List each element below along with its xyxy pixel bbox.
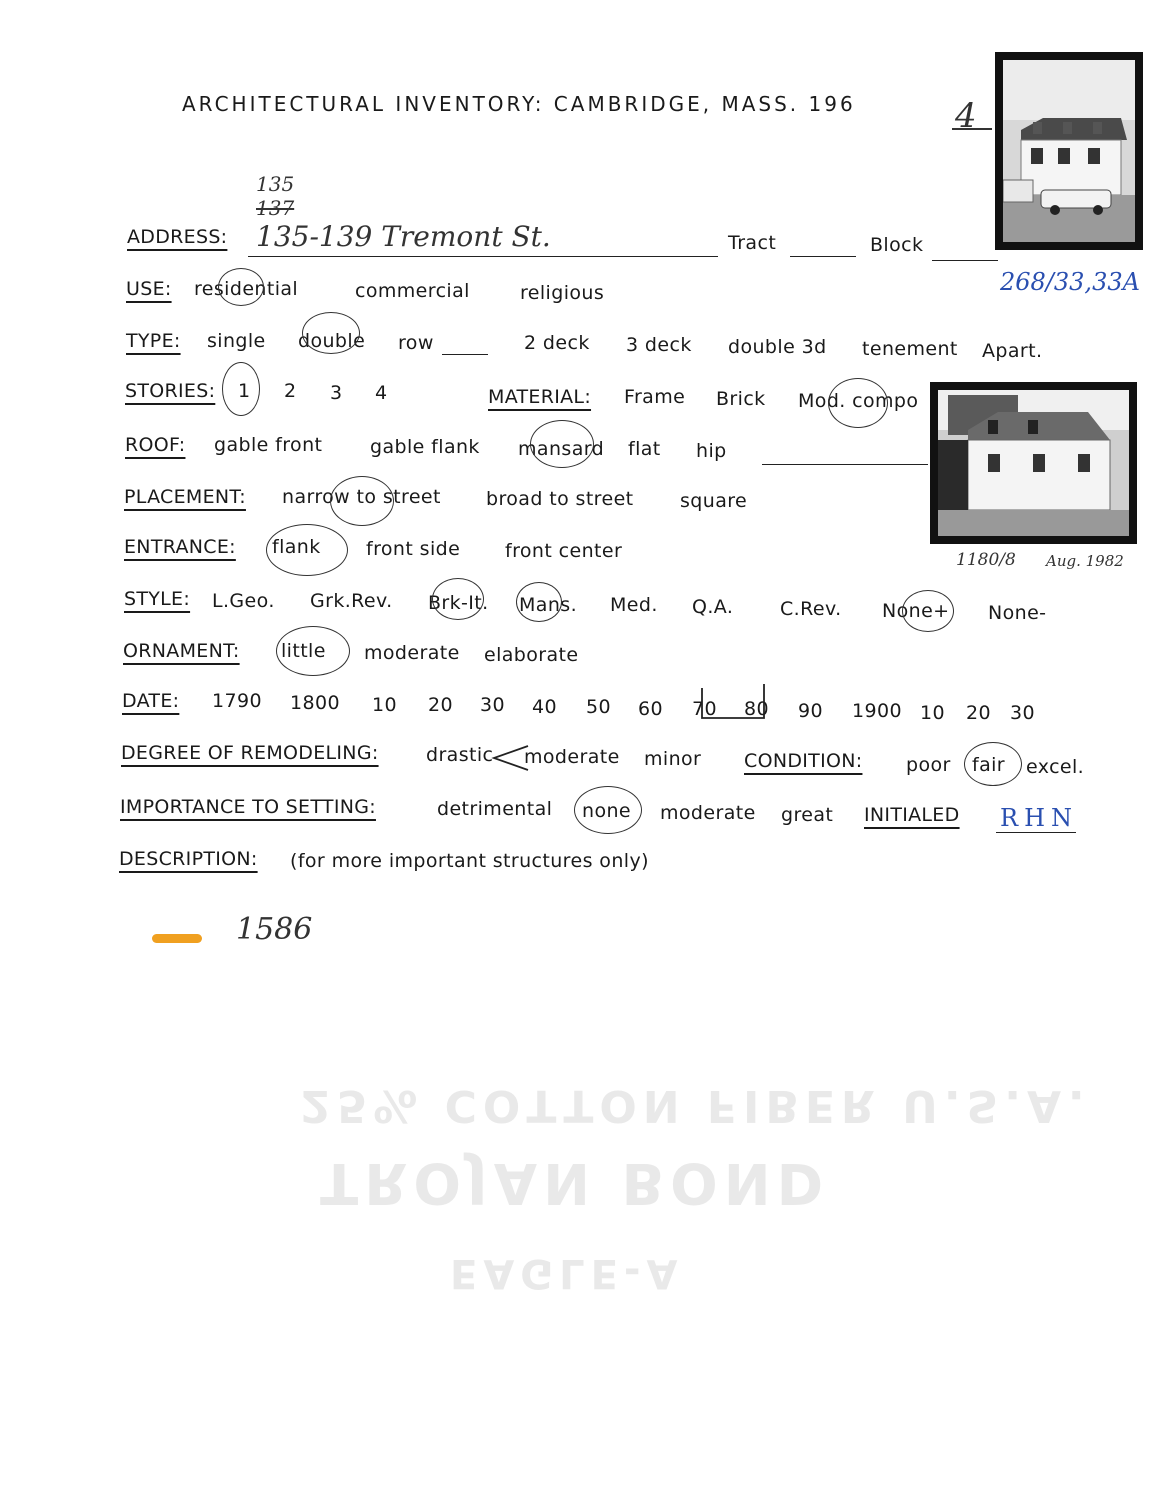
condition-poor: poor [906,754,951,776]
use-religious: religious [520,282,605,304]
importance-label: IMPORTANCE TO SETTING: [120,796,376,818]
date-40: 40 [532,696,557,718]
roof-label: ROOF: [125,434,186,456]
date-30: 30 [480,694,505,716]
stories-2: 2 [284,380,297,402]
placement-narrow: narrow to street [282,486,441,508]
type-row: row [398,332,434,354]
compo-circle-mark [828,378,888,428]
remodeling-drastic: drastic [426,744,494,766]
title-year-suffix: 4 [955,96,977,136]
type-double-3d: double 3d [728,336,827,358]
stories-4: 4 [375,382,388,404]
importance-detrimental: detrimental [437,798,553,820]
style-none-plus: None+ [882,600,950,622]
use-residential: residential [194,278,299,300]
style-grkrev: Grk.Rev. [310,590,393,612]
roof-mansard: mansard [518,438,605,460]
flank-circle-mark [266,524,348,576]
address-value: 135-139 Tremont St. [256,220,551,253]
handwritten-number: 1586 [236,912,313,947]
material-mod-compo: Mod. compo [798,390,919,412]
roof-gable-front: gable front [214,434,323,456]
house-photo-front [995,52,1143,250]
initials-value: RHN [1000,804,1078,832]
material-frame: Frame [624,386,686,408]
photo-number: 1180/8 [956,550,1016,570]
paper-watermark-brand: TROJAN BOND [320,1150,830,1215]
tract-label: Tract [728,232,777,254]
mans-circle-mark [516,582,562,622]
block-label: Block [870,234,924,256]
date-20: 20 [428,694,453,716]
arrow-mark [484,740,534,776]
entrance-front-side: front side [366,538,461,560]
none-plus-circle-mark [902,590,954,632]
form-title [182,92,856,116]
style-med: Med. [610,594,658,616]
remodeling-minor: minor [644,748,702,770]
year-strike-mark [952,128,992,130]
double-circle-mark [302,312,360,354]
type-label: TYPE: [126,330,181,352]
roof-gable-flank: gable flank [370,436,480,458]
house-side-image [938,390,1129,536]
placement-broad: broad to street [486,488,634,510]
stories-1: 1 [238,380,251,402]
house-front-image [1003,60,1135,242]
paper-watermark-mark: EAGLE-A [450,1250,684,1296]
type-double: double [298,330,366,352]
placement-square: square [680,490,748,512]
entrance-flank: flank [272,536,321,558]
ornament-label: ORNAMENT: [123,640,240,662]
condition-label: CONDITION: [744,750,863,772]
paper-watermark: 25% COTTON FIBER U.S.A. [300,1080,1091,1131]
initials-line [996,832,1076,833]
description-note: (for more important structures only) [290,850,649,872]
date-1900: 1900 [852,700,902,722]
placement-label: PLACEMENT: [124,486,246,508]
fair-circle-mark [964,742,1022,786]
date-1790: 1790 [212,690,262,712]
narrow-circle-mark [330,476,394,526]
date-10: 10 [372,694,397,716]
ornament-little: little [281,640,326,662]
date-range-bracket-mark [688,680,772,730]
house-photo-side [930,382,1137,544]
photo-date: Aug. 1982 [1046,552,1124,570]
initialed-label: INITIALED [864,804,960,826]
type-2-deck: 2 deck [524,332,590,354]
date-label: DATE: [122,690,180,712]
title-text: ARCHITECTURAL INVENTORY: CAMBRIDGE, MASS. 196 [182,92,856,116]
description-label: DESCRIPTION: [119,848,258,870]
type-3-deck: 3 deck [626,334,692,356]
importance-moderate: moderate [660,802,756,824]
none-circle-mark [574,786,642,834]
address-label: ADDRESS: [127,226,228,248]
importance-great: great [781,804,834,826]
stories-label: STORIES: [125,380,216,402]
date-50: 50 [586,696,611,718]
block-blank [932,260,998,261]
entrance-front-center: front center [505,540,623,562]
date-1920: 20 [966,702,991,724]
material-label: MATERIAL: [488,386,592,408]
address-annotation-137: 137 [256,196,295,220]
stories-1-circle-mark [222,362,260,416]
date-1800: 1800 [290,692,340,714]
orange-highlight-mark [152,934,202,943]
residential-circle-mark [218,268,264,306]
row-blank [442,354,488,355]
type-apart: Apart. [982,340,1043,362]
map-reference: 268/33,33A [1000,268,1140,296]
date-1910: 10 [920,702,945,724]
roof-other-blank [762,464,928,465]
ornament-elaborate: elaborate [484,644,579,666]
use-label: USE: [126,278,172,300]
style-label: STYLE: [124,588,191,610]
little-circle-mark [276,626,350,676]
use-commercial: commercial [355,280,470,302]
remodeling-label: DEGREE OF REMODELING: [121,742,379,764]
ornament-moderate: moderate [364,642,460,664]
remodeling-moderate: moderate [524,746,620,768]
stories-3: 3 [330,382,343,404]
type-single: single [207,330,266,352]
mansard-circle-mark [530,420,594,468]
style-mans: Mans. [519,594,578,616]
date-70: 70 [692,698,717,720]
style-brkit: Brk-It. [428,592,489,614]
address-annotation-135: 135 [256,172,295,196]
address-line [248,256,718,257]
roof-flat: flat [628,438,661,460]
importance-none: none [582,800,631,822]
type-tenement: tenement [862,338,958,360]
roof-hip: hip [696,440,727,462]
entrance-label: ENTRANCE: [124,536,236,558]
date-1930: 30 [1010,702,1035,724]
date-90: 90 [798,700,823,722]
style-none-minus: None- [988,602,1047,624]
brkit-circle-mark [432,578,484,620]
material-brick: Brick [716,388,766,410]
date-60: 60 [638,698,663,720]
date-80: 80 [744,698,769,720]
style-crev: C.Rev. [780,598,842,620]
tract-blank [790,256,856,257]
condition-fair: fair [972,754,1006,776]
condition-excel: excel. [1026,756,1085,778]
style-qa: Q.A. [692,596,734,618]
style-lgeo: L.Geo. [212,590,275,612]
